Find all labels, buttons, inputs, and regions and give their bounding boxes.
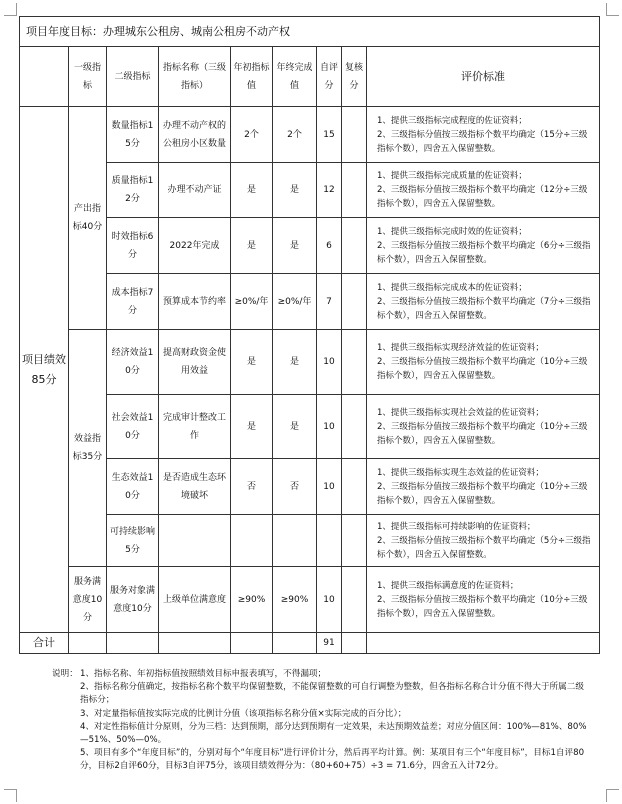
criteria-line-2: 2、三级指标分值按三级指标个数平均确定（10分÷三级指标个数），四舍五入保留整数。 [377,481,588,506]
indicator-name: 完成审计整改工作 [159,395,231,459]
note-3: 3、对定量指标值按实际完成的比例计分值（该项指标名称分值×实际完成的百分比）； [80,708,407,719]
total-self-score: 91 [317,633,342,654]
self-score [317,515,342,567]
criteria-line-2: 2、三级指标分值按三级指标个数平均确定（10分÷三级指标个数），四舍五入保留整数。 [377,421,588,446]
table-row [20,459,600,515]
review-score [342,515,367,567]
header-criteria: 评价标准 [367,47,600,107]
group-service: 服务满意度10分 [69,567,107,633]
header-blank [20,47,69,107]
criteria-line-1: 1、提供三级指标完成成本的佐证资料； [377,282,527,293]
table-row [20,395,600,459]
table-row [20,107,600,163]
total-blank [342,633,367,654]
indicator-name: 是否造成生态环境破坏 [159,459,231,515]
review-score [342,567,367,633]
criteria-line-1: 1、提供三级指标完成程度的佐证资料； [377,115,527,126]
criteria-line-1: 1、提供三级指标可持续影响的佐证资料； [377,521,536,532]
criteria-cell [367,330,600,395]
criteria-line-1: 1、提供三级指标实现生态效益的佐证资料； [377,467,544,478]
header-review: 复核分 [342,47,367,107]
final-value: 是 [273,218,317,274]
criteria-line-2: 2、三级指标分值按三级指标个数平均确定（7分÷三级指标个数），四舍五入保留整数。 [377,296,591,321]
criteria-cell [367,163,600,218]
criteria-line-1: 1、提供三级指标实现社会效益的佐证资料； [377,407,544,418]
level2-cell: 数量指标15分 [107,107,159,163]
criteria-line-1: 1、提供三级指标完成时效的佐证资料； [377,226,527,237]
review-score [342,395,367,459]
level2-cell: 可持续影响5分 [107,515,159,567]
note-2: 2、指标名称分值确定，按指标名称个数平均保留整数，不能保留整数的可自行调整为整数，但各指标名称合计分值不得大于所属二级指标分； [80,682,584,706]
final-value: 否 [273,459,317,515]
indicator-name: 提高财政资金使用效益 [159,330,231,395]
note-1 [52,668,592,681]
initial-value: 是 [231,218,273,274]
indicator-name: 预算成本节约率 [159,274,231,330]
self-score: 10 [317,330,342,395]
initial-value: ≥90% [231,567,273,633]
initial-value: 否 [231,459,273,515]
table-row [20,163,600,218]
criteria-line-2: 2、三级指标分值按三级指标个数平均确定（12分÷三级指标个数），四舍五入保留整数。 [377,185,588,209]
note-5: 5、项目有多个“年度目标”的，分别对每个“年度目标”进行评价计分，然后再平均计算。例：某项目有三个“年度目标”，目标1自评80分，目标2自评60分，目标3自评75分，该项目绩效得分为：（80+60+75）÷3 = 71.6分，四舍五入计72分。 [80,748,585,772]
criteria-cell [367,567,600,633]
final-value: 是 [273,330,317,395]
final-value: 2个 [273,107,317,163]
table-row [20,330,600,395]
criteria-line-1: 1、提供三级指标完成质量的佐证资料； [377,171,527,181]
indicator-name: 2022年完成 [159,218,231,274]
criteria-cell [367,274,600,330]
header-row [20,47,600,107]
indicator-name: 办理不动产权的公租房小区数量 [159,107,231,163]
level2-cell: 服务对象满意度10分 [107,567,159,633]
final-value: 是 [273,395,317,459]
final-value: 是 [273,163,317,218]
self-score: 10 [317,459,342,515]
table-row [20,515,600,567]
criteria-line-1: 1、提供三级指标满意度的佐证资料； [377,580,519,591]
review-score [342,107,367,163]
self-score: 7 [317,274,342,330]
criteria-line-2: 2、三级指标分值按三级指标个数平均确定（10分÷三级指标个数），四舍五入保留整数。 [377,594,588,619]
total-label: 合计 [20,633,69,654]
review-score [342,330,367,395]
total-row [20,633,600,654]
table-row [20,274,600,330]
indicator-name: 办理不动产证 [159,163,231,218]
project-label: 项目绩效85分 [20,107,69,633]
self-score: 10 [317,395,342,459]
total-blank [231,633,273,654]
initial-value: 是 [231,163,273,218]
initial-value: 是 [231,395,273,459]
criteria-line-1: 1、提供三级指标实现经济效益的佐证资料； [377,343,544,353]
indicator-name [159,515,231,567]
total-blank [107,633,159,654]
indicator-name: 上级单位满意度 [159,567,231,633]
notes-label: 说明： [52,669,78,679]
header-level2: 二级指标 [107,47,159,107]
level2-cell: 经济效益10分 [107,330,159,395]
table-row [20,567,600,633]
header-level1: 一级指标 [69,47,107,107]
initial-value: ≥0%/年 [231,274,273,330]
header-initial: 年初指标值 [231,47,273,107]
final-value: ≥90% [273,567,317,633]
total-blank [367,633,600,654]
final-value: ≥0%/年 [273,274,317,330]
level2-cell: 成本指标7分 [107,274,159,330]
level2-cell: 质量指标12分 [107,163,159,218]
header-final: 年终完成值 [273,47,317,107]
review-score [342,218,367,274]
criteria-cell [367,218,600,274]
total-blank [69,633,107,654]
initial-value: 2个 [231,107,273,163]
criteria-line-2: 2、三级指标分值按三级指标个数平均确定（15分÷三级指标个数），四舍五入保留整数。 [377,129,588,154]
note-1-text: 1、指标名称、年初指标值按照绩效目标申报表填写，不得漏项； [80,669,327,679]
criteria-line-2: 2、三级指标分值按三级指标个数平均确定（5分÷三级指标个数），四舍五入保留整数。 [377,535,591,560]
level2-cell: 社会效益10分 [107,395,159,459]
self-score: 12 [317,163,342,218]
self-score: 10 [317,567,342,633]
review-score [342,163,367,218]
performance-table [19,16,600,654]
total-blank [159,633,231,654]
total-blank [273,633,317,654]
criteria-cell [367,107,600,163]
criteria-cell [367,459,600,515]
level2-cell: 生态效益10分 [107,459,159,515]
title-row [20,17,600,47]
review-score [342,459,367,515]
header-self: 自评分 [317,47,342,107]
level2-cell: 时效指标6分 [107,218,159,274]
group-output: 产出指标40分 [69,107,107,330]
review-score [342,274,367,330]
initial-value [231,515,273,567]
self-score: 15 [317,107,342,163]
criteria-line-2: 2、三级指标分值按三级指标个数平均确定（10分÷三级指标个数），四舍五入保留整数。 [377,357,588,381]
criteria-cell [367,515,600,567]
notes-section [52,668,592,774]
note-4: 4、对定性指标值计分原则，分为三档：达到预期，部分达到预期有一定效果，未达预期效益差；对应分值区间：100%—81%、80%—51%、50%—0%。 [80,721,587,746]
criteria-cell [367,395,600,459]
self-score: 6 [317,218,342,274]
criteria-line-2: 2、三级指标分值按三级指标个数平均确定（6分÷三级指标个数），四舍五入保留整数。 [377,240,591,265]
final-value [273,515,317,567]
table-row [20,218,600,274]
group-benefit: 效益指标35分 [69,330,107,567]
initial-value: 是 [231,330,273,395]
header-name: 指标名称（三级指标） [159,47,231,107]
table-title: 项目年度目标：办理城东公租房、城南公租房不动产权 [20,17,600,47]
